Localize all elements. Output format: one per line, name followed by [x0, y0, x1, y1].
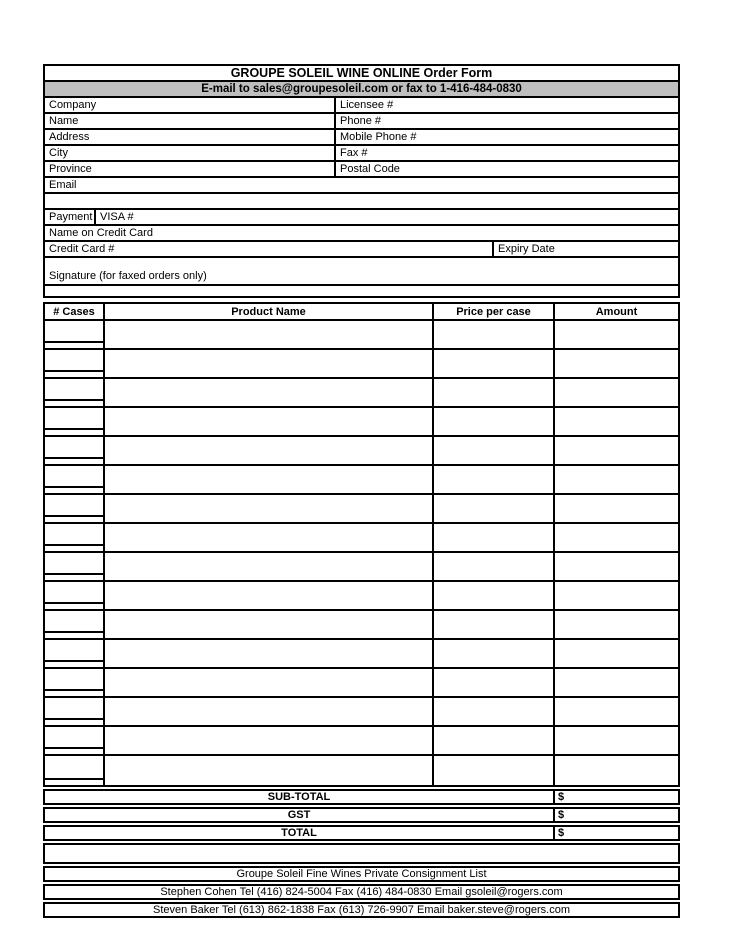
province-cell	[45, 162, 336, 176]
col-header-cases: # Cases	[45, 304, 105, 319]
licensee-label: Licensee #	[340, 99, 394, 111]
amount-input[interactable]	[555, 495, 678, 522]
signature-row	[45, 258, 678, 286]
field-row-company	[45, 98, 678, 114]
cases-input[interactable]	[45, 727, 105, 754]
signature-cell	[45, 258, 678, 284]
footer-line-stephen-cohen	[43, 884, 680, 900]
price-per-case-input[interactable]	[434, 408, 555, 435]
amount-input[interactable]	[555, 640, 678, 667]
postal-code-input[interactable]	[400, 162, 678, 176]
name-cell	[45, 114, 336, 128]
amount-input[interactable]	[555, 408, 678, 435]
product-name-input[interactable]	[105, 408, 434, 435]
amount-input[interactable]	[555, 524, 678, 551]
total-currency: $	[558, 827, 565, 839]
price-per-case-input[interactable]	[434, 466, 555, 493]
credit-card-label: Credit Card #	[49, 243, 115, 255]
subtotal-row	[43, 789, 680, 805]
amount-input[interactable]	[555, 727, 678, 754]
order-table-row	[45, 408, 678, 437]
payment-row	[45, 210, 678, 226]
order-table-row	[45, 640, 678, 669]
amount-input[interactable]	[555, 321, 678, 348]
order-table-row	[45, 350, 678, 379]
company-label: Company	[49, 99, 97, 111]
amount-input[interactable]	[555, 437, 678, 464]
city-input[interactable]	[68, 146, 334, 160]
fax-label: Fax #	[340, 147, 368, 159]
field-row-address	[45, 130, 678, 146]
gst-currency: $	[558, 809, 565, 821]
order-table-row	[45, 466, 678, 495]
order-table-row	[45, 553, 678, 582]
field-row-province	[45, 162, 678, 178]
product-name-input[interactable]	[105, 698, 434, 725]
field-row-email	[45, 178, 678, 194]
col-header-price-per-case: Price per case	[434, 304, 555, 319]
col-header-amount: Amount	[595, 305, 638, 318]
order-table-row	[45, 669, 678, 698]
product-name-input[interactable]	[105, 466, 434, 493]
footer-steven-baker-text: Steven Baker Tel (613) 862-1838 Fax (613) 726-9907 Email baker.steve@rogers.com	[153, 904, 570, 916]
amount-input[interactable]	[555, 611, 678, 638]
product-name-input[interactable]	[105, 582, 434, 609]
amount-input[interactable]	[555, 582, 678, 609]
product-name-input[interactable]	[105, 321, 434, 348]
company-input[interactable]	[96, 98, 334, 112]
amount-input[interactable]	[555, 698, 678, 725]
order-form	[43, 64, 680, 918]
subtotal-currency: $	[558, 791, 565, 803]
product-name-input[interactable]	[105, 727, 434, 754]
product-name-input[interactable]	[105, 350, 434, 377]
expiry-date-input[interactable]	[555, 242, 678, 256]
city-label: City	[49, 147, 68, 159]
cases-input[interactable]	[45, 669, 105, 696]
gst-amount-cell[interactable]	[555, 809, 678, 821]
email-label: Email	[49, 179, 77, 191]
credit-card-row	[45, 242, 678, 258]
address-input[interactable]	[89, 130, 334, 144]
spacer-row-thin	[45, 286, 678, 296]
total-amount-cell[interactable]	[555, 827, 678, 839]
order-table-row	[45, 379, 678, 408]
cases-input[interactable]	[45, 611, 105, 638]
signature-input[interactable]	[207, 258, 678, 282]
amount-input[interactable]	[555, 350, 678, 377]
payment-label: Payment	[49, 211, 93, 223]
postal-code-label: Postal Code	[340, 163, 400, 175]
price-per-case-input[interactable]	[434, 611, 555, 638]
total-label: TOTAL	[45, 827, 555, 839]
name-on-card-label: Name on Credit Card	[49, 227, 153, 239]
spacer-row	[45, 194, 678, 210]
cases-input[interactable]	[45, 379, 105, 406]
visa-number-input[interactable]	[134, 210, 678, 224]
table-header-row	[45, 304, 678, 321]
order-table-row	[45, 437, 678, 466]
province-label: Province	[49, 163, 92, 175]
signature-label: Signature (for faxed orders only)	[49, 270, 207, 282]
contact-bar-text: E-mail to sales@groupesoleil.com or fax to 1-416-484-0830	[201, 83, 522, 95]
visa-label: VISA #	[100, 211, 134, 223]
name-on-card-input[interactable]	[153, 226, 678, 240]
cases-input[interactable]	[45, 321, 105, 348]
company-cell	[45, 98, 336, 112]
order-table-row	[45, 524, 678, 553]
footer-stephen-cohen-text: Stephen Cohen Tel (416) 824-5004 Fax (416) 484-0830 Email gsoleil@rogers.com	[160, 886, 563, 898]
cases-input[interactable]	[45, 437, 105, 464]
product-name-input[interactable]	[105, 756, 434, 785]
licensee-cell	[336, 98, 678, 112]
name-on-card-cell	[45, 226, 678, 240]
form-title	[45, 66, 678, 82]
mobile-phone-cell	[336, 130, 678, 144]
price-per-case-input[interactable]	[434, 669, 555, 696]
licensee-input[interactable]	[393, 98, 678, 112]
form-title-text: GROUPE SOLEIL WINE ONLINE Order Form	[230, 66, 493, 80]
price-per-case-input[interactable]	[434, 321, 555, 348]
credit-card-input[interactable]	[114, 242, 492, 256]
amount-input[interactable]	[555, 756, 678, 785]
credit-card-cell	[45, 242, 494, 256]
product-name-input[interactable]	[105, 379, 434, 406]
form-header-section	[43, 64, 680, 298]
amount-input[interactable]	[555, 379, 678, 406]
payment-cell	[45, 210, 96, 224]
cases-input[interactable]	[45, 582, 105, 609]
product-name-input[interactable]	[105, 524, 434, 551]
mobile-phone-label: Mobile Phone #	[340, 131, 417, 143]
footer-line-consignment	[43, 866, 680, 882]
order-table-row	[45, 756, 678, 785]
amount-input[interactable]	[555, 553, 678, 580]
cases-input[interactable]	[45, 524, 105, 551]
price-per-case-input[interactable]	[434, 698, 555, 725]
name-on-card-row	[45, 226, 678, 242]
postal-code-cell	[336, 162, 678, 176]
price-per-case-input[interactable]	[434, 524, 555, 551]
phone-input[interactable]	[381, 114, 678, 128]
product-name-input[interactable]	[105, 611, 434, 638]
order-table-row	[45, 321, 678, 350]
order-table-row	[45, 495, 678, 524]
order-table-row	[45, 582, 678, 611]
fax-input[interactable]	[368, 146, 678, 160]
cases-input[interactable]	[45, 698, 105, 725]
order-table-row	[45, 698, 678, 727]
order-table-row	[45, 611, 678, 640]
visa-cell	[96, 210, 678, 224]
province-input[interactable]	[92, 162, 334, 176]
contact-bar	[45, 82, 678, 98]
cases-input[interactable]	[45, 640, 105, 667]
product-name-input[interactable]	[105, 437, 434, 464]
blank-strip	[43, 843, 680, 864]
field-row-city	[45, 146, 678, 162]
price-per-case-input[interactable]	[434, 495, 555, 522]
product-name-input[interactable]	[105, 495, 434, 522]
email-cell	[45, 178, 678, 192]
cases-input[interactable]	[45, 495, 105, 522]
footer-consignment-text: Groupe Soleil Fine Wines Private Consignment List	[236, 868, 487, 880]
table-body	[45, 321, 678, 785]
phone-cell	[336, 114, 678, 128]
expiry-date-label: Expiry Date	[498, 243, 555, 255]
field-row-name	[45, 114, 678, 130]
price-per-case-input[interactable]	[434, 756, 555, 785]
cases-input[interactable]	[45, 756, 105, 785]
cases-input[interactable]	[45, 553, 105, 580]
cases-input[interactable]	[45, 408, 105, 435]
cases-input[interactable]	[45, 350, 105, 377]
price-per-case-input[interactable]	[434, 727, 555, 754]
footer-line-steven-baker	[43, 902, 680, 918]
price-per-case-input[interactable]	[434, 640, 555, 667]
fax-cell	[336, 146, 678, 160]
col-header-product-name: Product Name	[105, 304, 434, 319]
product-name-input[interactable]	[105, 669, 434, 696]
price-per-case-input[interactable]	[434, 350, 555, 377]
cases-input[interactable]	[45, 466, 105, 493]
subtotal-amount-cell[interactable]	[555, 791, 678, 803]
name-label: Name	[49, 115, 79, 127]
address-label: Address	[49, 131, 90, 143]
name-input[interactable]	[78, 114, 334, 128]
phone-label: Phone #	[340, 115, 381, 127]
price-per-case-input[interactable]	[434, 437, 555, 464]
amount-input[interactable]	[555, 669, 678, 696]
total-row	[43, 825, 680, 841]
price-per-case-input[interactable]	[434, 553, 555, 580]
address-cell	[45, 130, 336, 144]
product-name-input[interactable]	[105, 553, 434, 580]
mobile-phone-input[interactable]	[416, 130, 678, 144]
order-table-row	[45, 727, 678, 756]
subtotal-label: SUB-TOTAL	[45, 791, 555, 803]
order-items-table	[43, 302, 680, 787]
product-name-input[interactable]	[105, 640, 434, 667]
expiry-date-cell	[494, 242, 678, 256]
gst-row	[43, 807, 680, 823]
city-cell	[45, 146, 336, 160]
price-per-case-input[interactable]	[434, 582, 555, 609]
price-per-case-input[interactable]	[434, 379, 555, 406]
email-input[interactable]	[77, 178, 678, 192]
amount-input[interactable]	[555, 466, 678, 493]
gst-label: GST	[45, 809, 555, 821]
